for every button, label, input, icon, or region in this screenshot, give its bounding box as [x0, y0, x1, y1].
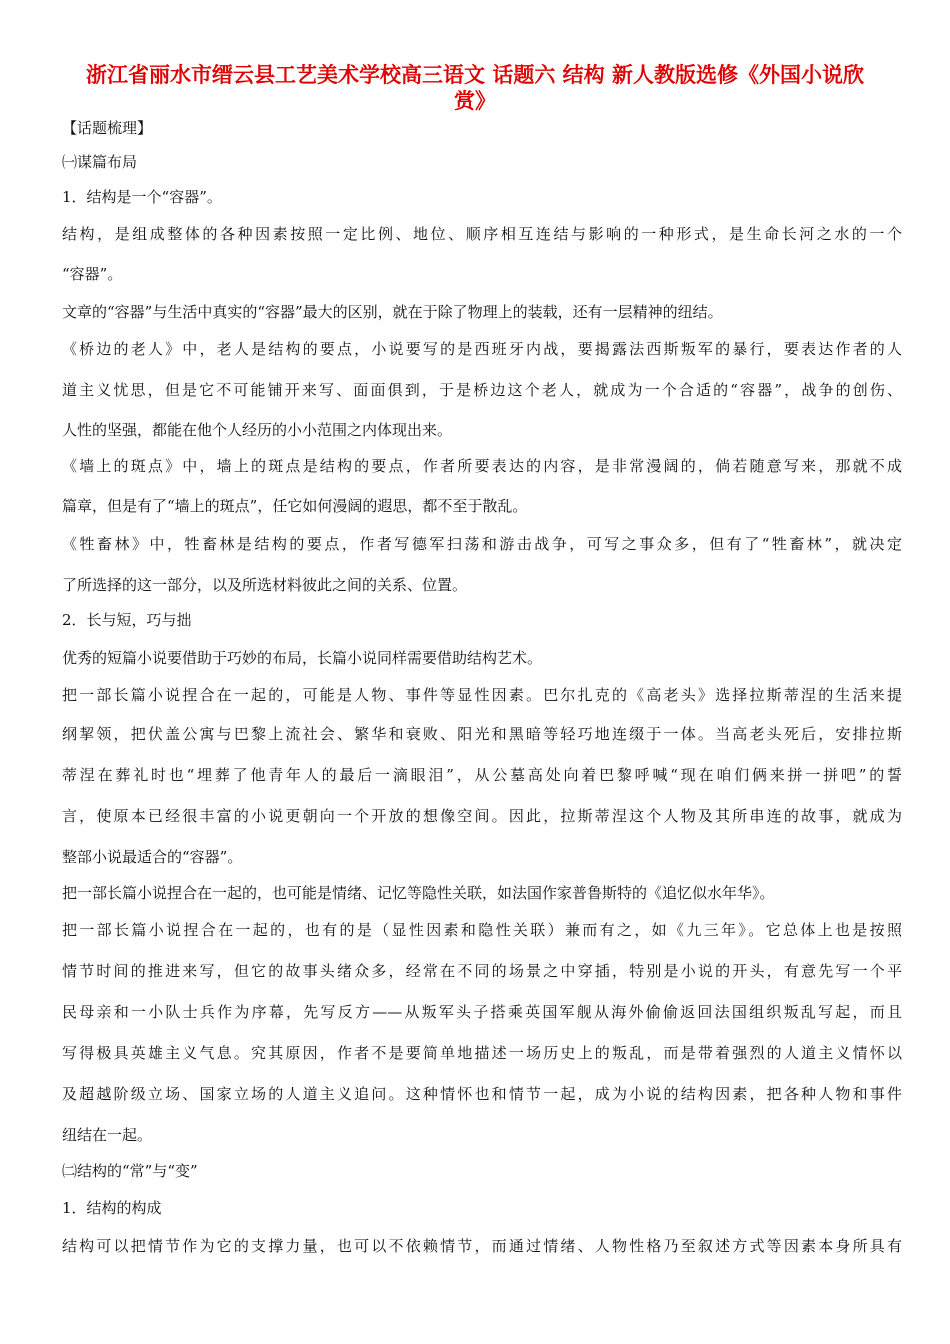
title-line-2: 赏》	[454, 89, 496, 113]
body-line: 言，使原本已经很丰富的小说更朝向一个开放的想像空间。因此，拉斯蒂涅这个人物及其所串连的故事，就成为	[62, 807, 902, 825]
document-title	[40, 62, 910, 114]
body-line: 文章的“容器”与生活中真实的“容器”最大的区别，就在于除了物理上的装载，还有一层精神的纽结。	[62, 303, 723, 321]
subsection-heading: ㈡结构的“常”与“变”	[62, 1162, 198, 1180]
body-line: “容器”。	[62, 265, 123, 283]
body-line: 《墙上的斑点》中，墙上的斑点是结构的要点，作者所要表达的内容，是非常漫阔的，倘若随意写来，那就不成	[62, 457, 902, 475]
body-line: 纲挈领，把伏盖公寓与巴黎上流社会、繁华和衰败、阳光和黑暗等轻巧地连缀于一体。当高老头死后，安排拉斯	[62, 725, 902, 743]
body-line: 写得极具英雄主义气息。究其原因，作者不是要简单地描述一场历史上的叛乱，而是带着强烈的人道主义情怀以	[62, 1044, 902, 1062]
body-line: 把一部长篇小说捏合在一起的，也有的是（显性因素和隐性关联）兼而有之，如《九三年》。它总体上也是按照	[62, 921, 902, 939]
body-line: 了所选择的这一部分，以及所选材料彼此之间的关系、位置。	[62, 576, 468, 594]
body-line: 把一部长篇小说捏合在一起的，也可能是情绪、记忆等隐性关联，如法国作家普鲁斯特的《追忆似水年华》。	[62, 884, 775, 902]
body-line: 整部小说最适合的“容器”。	[62, 848, 243, 866]
section-heading: 【话题梳理】	[62, 119, 153, 137]
body-line: 结构，是组成整体的各种因素按照一定比例、地位、顺序相互连结与影响的一种形式，是生命长河之水的一个	[62, 225, 902, 243]
numbered-heading: 1．结构是一个“容器”。	[62, 188, 222, 206]
body-line: 道主义忧思，但是它不可能铺开来写、面面俱到，于是桥边这个老人，就成为一个合适的“容器”，战争的创伤、	[62, 381, 902, 399]
body-line: 人性的坚强，都能在他个人经历的小小范围之内体现出来。	[62, 421, 453, 439]
numbered-heading: 1．结构的构成	[62, 1199, 162, 1217]
body-line: 《桥边的老人》中，老人是结构的要点，小说要写的是西班牙内战，要揭露法西斯叛军的暴行，要表达作者的人	[62, 340, 902, 358]
body-line: 结构可以把情节作为它的支撑力量，也可以不依赖情节，而通过情绪、人物性格乃至叙述方式等因素本身所具有	[62, 1237, 902, 1255]
title-line-1: 浙江省丽水市缙云县工艺美术学校高三语文 话题六 结构 新人教版选修《外国小说欣	[86, 63, 864, 87]
body-line: 民母亲和一小队士兵作为序幕，先写反方——从叛军头子搭乘英国军舰从海外偷偷返回法国组织叛乱写起，而且	[62, 1003, 902, 1021]
body-line: 纽结在一起。	[62, 1126, 153, 1144]
numbered-heading: 2．长与短，巧与拙	[62, 611, 192, 629]
body-line: 《牲畜林》中，牲畜林是结构的要点，作者写德军扫荡和游击战争，可写之事众多，但有了“牲畜林”，就决定	[62, 535, 902, 553]
body-line: 篇章，但是有了“墙上的斑点”，任它如何漫阔的遐思，都不至于散乱。	[62, 497, 528, 515]
subsection-heading: ㈠谋篇布局	[62, 153, 138, 171]
body-line: 及超越阶级立场、国家立场的人道主义追问。这种情怀也和情节一起，成为小说的结构因素，把各种人物和事件	[62, 1085, 902, 1103]
body-line: 情节时间的推进来写，但它的故事头绪众多，经常在不同的场景之中穿插，特别是小说的开头，有意先写一个平	[62, 962, 902, 980]
body-line: 把一部长篇小说捏合在一起的，可能是人物、事件等显性因素。巴尔扎克的《高老头》选择拉斯蒂涅的生活来提	[62, 686, 902, 704]
body-line: 蒂涅在葬礼时也“埋葬了他青年人的最后一滴眼泪”，从公墓高处向着巴黎呼喊“现在咱们俩来拼一拼吧”的誓	[62, 766, 902, 784]
body-line: 优秀的短篇小说要借助于巧妙的布局，长篇小说同样需要借助结构艺术。	[62, 649, 543, 667]
